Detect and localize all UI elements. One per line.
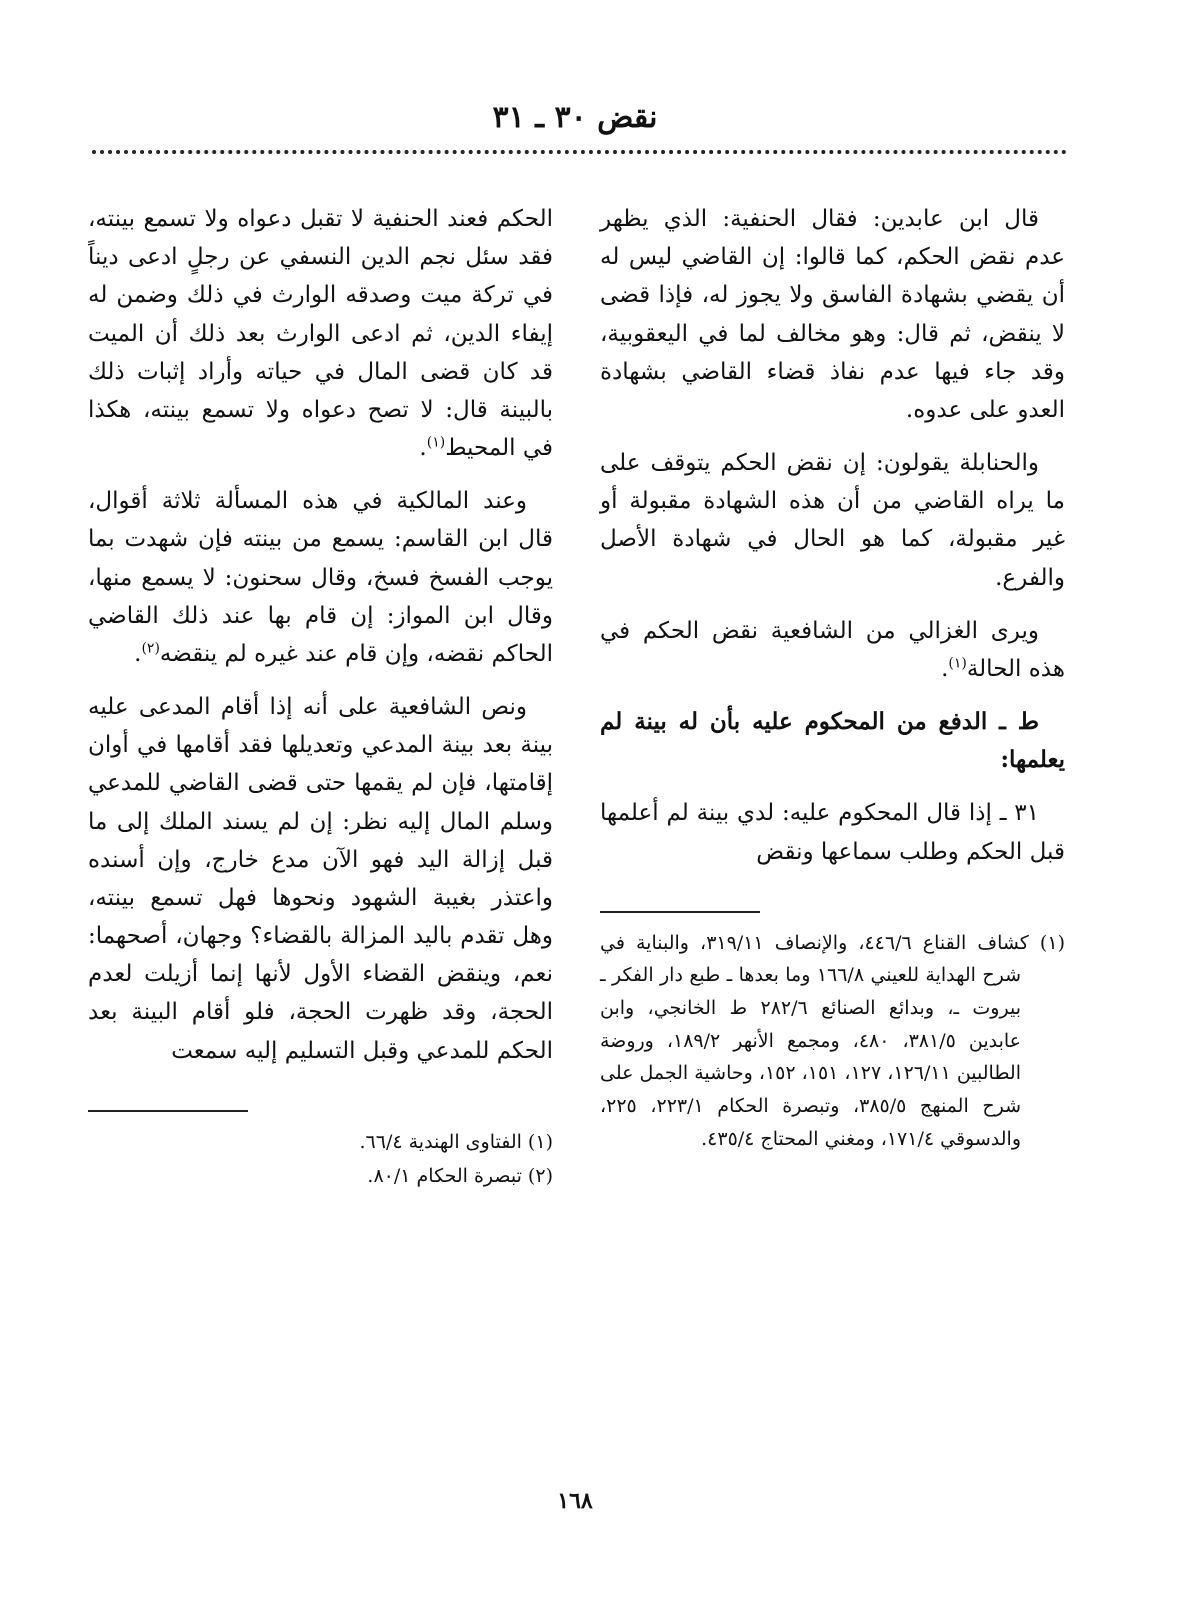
paragraph-ibn-abidin: قال ابن عابدين: فقال الحنفية: الذي يظهر عدم نقض الحكم، كما قالوا: إن القاضي ليس له أن يقضي بشهادة الفاسق ولا يجوز له، فإذا قضى لا ينقض، ثم قال: وهو مخالف لما في اليعقوبية، وقد جاء فيها عدم نفاذ قضاء القاضي بشهادة العدو على عدوه. — [600, 206, 1065, 423]
footnote-ref[interactable]: (٢) — [141, 640, 160, 657]
paragraph-hanabila: والحنابلة يقولون: إن نقض الحكم يتوقف على ما يراه القاضي من أن هذه الشهادة مقبولة أو غير مقبولة، كما هو الحال في شهادة الأصل والفرع. — [600, 450, 1065, 591]
footnote-1-left: (١) الفتاوى الهندية ٦٦/٤. — [359, 1130, 553, 1153]
header-dotted-rule — [92, 150, 1067, 154]
page-number: ١٦٨ — [557, 1488, 593, 1514]
footnote-1-right: (١) كشاف القناع ٤٤٦/٦، والإنصاف ٣١٩/١١، والبناية في شرح الهداية للعيني ١٦٦/٨ وما بعدها ـ طبع دار الفكر ـ بيروت ـ، وبدائع الصنائع ٢٨٢/٦ ط الخانجي، وابن عابدين ٣٨١/٥، ٤٨٠، ومجمع الأنهر ١٨٩/٢، وروضة الطالبين ١٢٦/١١، ١٢٧، ١٥١، ١٥٢، وحاشية الجمل على شرح المنهج ٣٨٥/٥، وتبصرة الحكام ٢٢٣/١، ٢٢٥، والدسوقي ١٧١/٤، ومغني المحتاج ٤٣٥/٤. — [599, 931, 1065, 1150]
footnote-2-left: (٢) تبصرة الحكام ٨٠/١. — [367, 1165, 553, 1188]
footnote-ref[interactable]: (١) — [948, 655, 967, 672]
left-column — [88, 200, 553, 1195]
paragraph-end-mark: . — [134, 640, 142, 667]
footnote-separator — [600, 911, 760, 913]
paragraph-malikiya — [88, 482, 553, 673]
page-header: نقض ٣٠ ـ ٣١ — [492, 100, 658, 135]
right-column — [600, 200, 1065, 1157]
paragraph-ghazali-text: ويرى الغزالي من الشافعية نقض الحكم في هذه الحالة — [600, 617, 1065, 682]
footnote-ref[interactable]: (١) — [426, 434, 446, 451]
paragraph-hanafi-text: الحكم فعند الحنفية لا تقبل دعواه ولا تسمع بينته، فقد سئل نجم الدين النسفي عن رجلٍ ادعى ديناً في تركة ميت وصدقه الوارث في ذلك وضمن له إيفاء الدين، ثم ادعى الوارث بعد ذلك أن الميت قد كان قضى المال في حياته وأراد إثبات ذلك بالبينة قال: لا تصح دعواه ولا تسمع بينته، هكذا في المحيط — [88, 206, 553, 462]
paragraph-ghazali — [600, 612, 1065, 688]
paragraph-end-mark: . — [419, 435, 427, 462]
paragraph-hanafi-continued — [88, 200, 553, 467]
paragraph-shafiiya: ونص الشافعية على أنه إذا أقام المدعى عليه بينة بعد بينة المدعي وتعديلها فقد أقامها في أوان إقامتها، فإن لم يقمها حتى قضى القاضي للمدعي وسلم المال إليه نظر: إن لم يسند الملك إلى ما قبل إزالة اليد فهو الآن مدع خارج، وإن أسنده واعتذر بغيبة الشهود ونحوها فهل تسمع بينته، وهل تقدم باليد المزالة بالقضاء؟ وجهان، أصحهما: نعم، وينقض القضاء الأول لأنها إنما أزيلت لعدم الحجة، وقد ظهرت الحجة، فلو أقام البينة بعد الحكم للمدعي وقبل التسليم إليه سمعت — [88, 694, 553, 1064]
paragraph-end-mark: . — [941, 655, 949, 682]
paragraph-31: ٣١ ـ إذا قال المحكوم عليه: لدي بينة لم أعلمها قبل الحكم وطلب سماعها ونقض — [600, 800, 1065, 865]
section-heading-ta: ط ـ الدفع من المحكوم عليه بأن له بينة لم يعلمها: — [600, 708, 1065, 774]
paragraph-malikiya-text: وعند المالكية في هذه المسألة ثلاثة أقوال، قال ابن القاسم: يسمع من بينته فإن شهدت بما يوجب الفسخ فسخ، وقال سحنون: لا يسمع منها، وقال ابن المواز: إن قام بها عند ذلك القاضي الحاكم نقضه، وإن قام عند غيره لم ينقضه — [88, 488, 553, 667]
footnote-separator — [88, 1110, 248, 1112]
